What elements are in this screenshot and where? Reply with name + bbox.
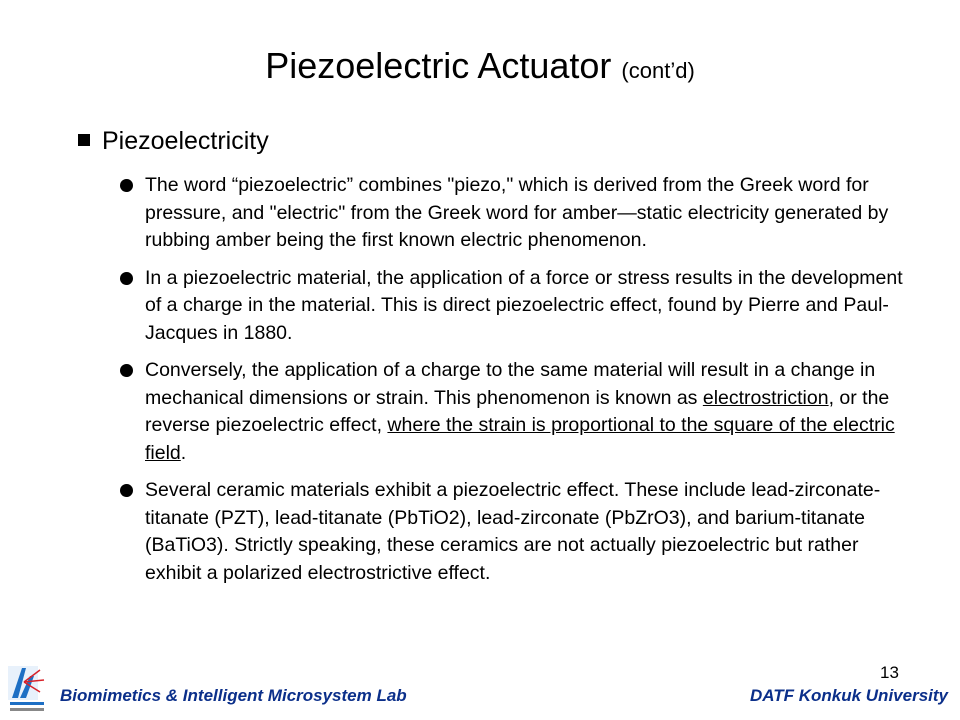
circle-bullet-icon bbox=[120, 364, 133, 377]
bullet-text-part: . bbox=[180, 441, 187, 464]
slide-title-suffix: (cont’d) bbox=[621, 58, 695, 83]
section-heading-text: Piezoelectricity bbox=[102, 127, 269, 155]
slide-title-main: Piezoelectric Actuator bbox=[265, 45, 612, 86]
footer-lab-name: Biomimetics & Intelligent Microsystem Lab bbox=[60, 686, 407, 705]
bullet-item bbox=[120, 357, 920, 467]
bullet-text-part: Conversely, the application of a charge to the same material will result in a change in mechanical dimensions or strain. This phenomenon is known as bbox=[145, 359, 876, 409]
section-heading bbox=[78, 126, 269, 156]
underlined-phrase: where the strain is proportional to the square of the electric field bbox=[145, 414, 895, 464]
bullet-item bbox=[120, 477, 920, 587]
circle-bullet-icon bbox=[120, 179, 133, 192]
footer-university: DATF Konkuk University bbox=[749, 686, 948, 705]
square-bullet-icon bbox=[78, 134, 90, 146]
bullet-text: In a piezoelectric material, the application of a force or stress results in the development of a charge in the material. This is direct piezoelectric effect, found by Pierre and Paul-Jacques in 1880. bbox=[145, 266, 903, 344]
bullet-text: Several ceramic materials exhibit a piezoelectric effect. These include lead-zirconate-titanate (PZT), lead-titanate (PbTiO2), lead-zirconate (PbZrO3), and barium-titanate (BaTiO3). Strictly speaking, these ceramics are not actually piezoelectric but rather exhibit a polarized electrostrictive effect. bbox=[145, 479, 881, 584]
bullet-item bbox=[120, 172, 920, 255]
bullet-item bbox=[120, 265, 920, 348]
lab-logo-icon bbox=[6, 662, 50, 716]
circle-bullet-icon bbox=[120, 272, 133, 285]
page-number: 13 bbox=[880, 663, 899, 682]
underlined-term: electrostriction bbox=[702, 386, 829, 409]
bullet-text: The word “piezoelectric” combines "piezo," which is derived from the Greek word for pressure, and "electric" from the Greek word for amber—static electricity generated by rubbing amber being the first known electric phenomenon. bbox=[145, 174, 889, 251]
circle-bullet-icon bbox=[120, 484, 133, 497]
bullet-text-part: , or the reverse piezoelectric effect, bbox=[145, 386, 890, 436]
bullet-list bbox=[120, 172, 920, 597]
slide-title bbox=[0, 44, 960, 93]
